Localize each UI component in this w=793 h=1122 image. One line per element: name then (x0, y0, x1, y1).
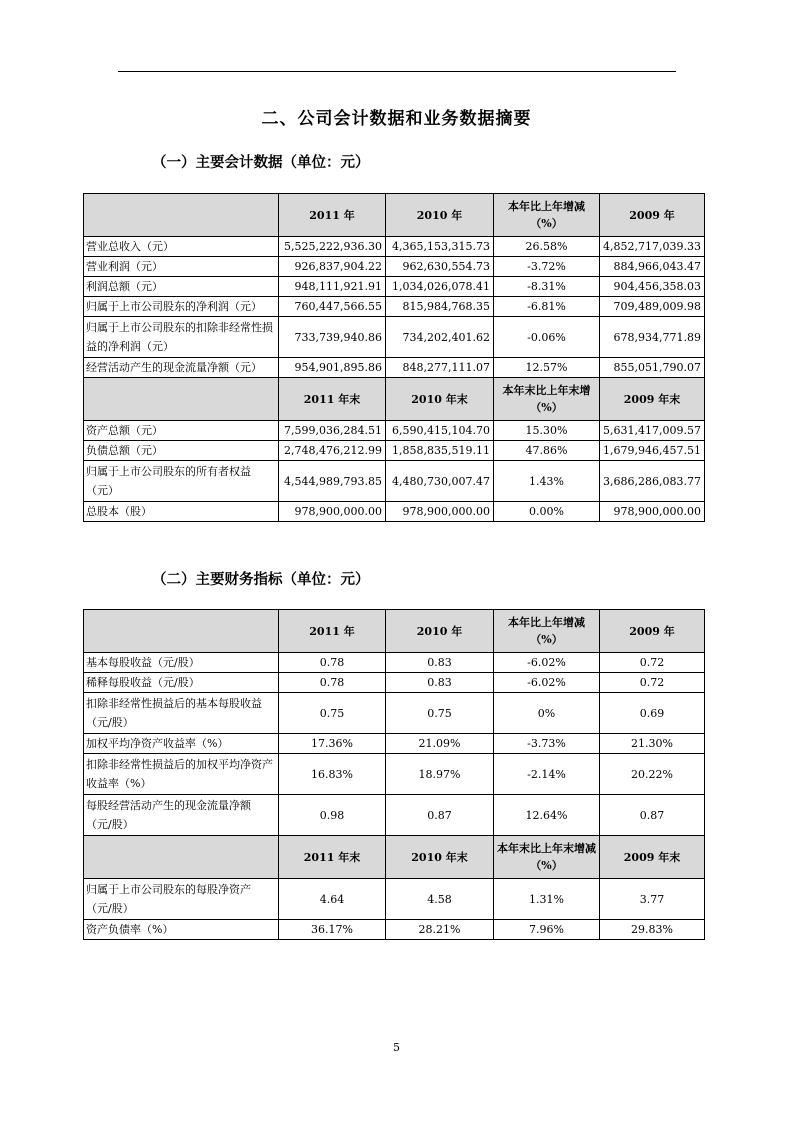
row-label: 稀释每股收益（元/股） (84, 673, 279, 693)
column-header: 本年比上年增减（%） (494, 194, 600, 237)
value-cell: 760,447,566.55 (279, 297, 386, 317)
value-cell: 0.72 (600, 673, 705, 693)
row-label: 归属于上市公司股东的每股净资产（元/股） (84, 879, 279, 920)
value-cell: 0.87 (600, 795, 705, 836)
value-cell: 0.83 (386, 673, 494, 693)
row-label: 总股本（股） (84, 502, 279, 522)
column-header: 本年末比上年末增（%） (494, 378, 600, 421)
table-row (84, 673, 705, 693)
column-header: 2010 年末 (386, 836, 494, 879)
row-label: 每股经营活动产生的现金流量净额（元/股） (84, 795, 279, 836)
row-label: 扣除非经常性损益后的基本每股收益（元/股） (84, 693, 279, 734)
value-cell: 16.83% (279, 754, 386, 795)
column-header: 2010 年 (386, 610, 494, 653)
table-row (84, 297, 705, 317)
change-cell: -0.06% (494, 317, 600, 358)
value-cell: 21.09% (386, 734, 494, 754)
value-cell: 815,984,768.35 (386, 297, 494, 317)
change-cell: 15.30% (494, 421, 600, 441)
value-cell: 5,631,417,009.57 (600, 421, 705, 441)
row-label: 经营活动产生的现金流量净额（元） (84, 358, 279, 378)
financial-indicators-table (83, 609, 705, 940)
value-cell: 848,277,111.07 (386, 358, 494, 378)
column-header: 2010 年末 (386, 378, 494, 421)
value-cell: 1,679,946,457.51 (600, 441, 705, 461)
value-cell: 20.22% (600, 754, 705, 795)
change-cell: 47.86% (494, 441, 600, 461)
table-row (84, 879, 705, 920)
column-header: 2009 年 (600, 194, 705, 237)
value-cell: 3.77 (600, 879, 705, 920)
table-row (84, 317, 705, 358)
value-cell: 4,544,989,793.85 (279, 461, 386, 502)
change-cell: -3.72% (494, 257, 600, 277)
value-cell: 978,900,000.00 (600, 502, 705, 522)
value-cell: 7,599,036,284.51 (279, 421, 386, 441)
table-row (84, 461, 705, 502)
table-header-row (84, 378, 705, 421)
table-header-row (84, 836, 705, 879)
table-row (84, 502, 705, 522)
header-blank-cell (84, 194, 279, 237)
value-cell: 17.36% (279, 734, 386, 754)
column-header: 本年比上年增减（%） (494, 610, 600, 653)
table-row (84, 795, 705, 836)
value-cell: 926,837,904.22 (279, 257, 386, 277)
accounting-data-subtitle: （一）主要会计数据（单位：元） (152, 155, 370, 171)
value-cell: 6,590,415,104.70 (386, 421, 494, 441)
value-cell: 0.75 (279, 693, 386, 734)
table-row (84, 441, 705, 461)
table-row (84, 358, 705, 378)
row-label: 扣除非经常性损益后的加权平均净资产收益率（%） (84, 754, 279, 795)
value-cell: 962,630,554.73 (386, 257, 494, 277)
value-cell: 0.87 (386, 795, 494, 836)
value-cell: 0.72 (600, 653, 705, 673)
value-cell: 5,525,222,936.30 (279, 237, 386, 257)
change-cell: 0.00% (494, 502, 600, 522)
value-cell: 0.98 (279, 795, 386, 836)
section-title: 二、公司会计数据和业务数据摘要 (261, 109, 532, 129)
table-row (84, 754, 705, 795)
value-cell: 18.97% (386, 754, 494, 795)
table-row (84, 421, 705, 441)
value-cell: 0.75 (386, 693, 494, 734)
table-row (84, 693, 705, 734)
value-cell: 954,901,895.86 (279, 358, 386, 378)
header-blank-cell (84, 836, 279, 879)
change-cell: 12.64% (494, 795, 600, 836)
change-cell: 1.31% (494, 879, 600, 920)
row-label: 归属于上市公司股东的扣除非经常性损益的净利润（元） (84, 317, 279, 358)
value-cell: 904,456,358.03 (600, 277, 705, 297)
value-cell: 2,748,476,212.99 (279, 441, 386, 461)
financial-indicators-subtitle: （二）主要财务指标（单位：元） (152, 572, 370, 588)
change-cell: 0% (494, 693, 600, 734)
value-cell: 0.69 (600, 693, 705, 734)
row-label: 归属于上市公司股东的净利润（元） (84, 297, 279, 317)
value-cell: 733,739,940.86 (279, 317, 386, 358)
value-cell: 1,034,026,078.41 (386, 277, 494, 297)
table-row (84, 277, 705, 297)
row-label: 加权平均净资产收益率（%） (84, 734, 279, 754)
table-row (84, 653, 705, 673)
row-label: 归属于上市公司股东的所有者权益（元） (84, 461, 279, 502)
change-cell: -2.14% (494, 754, 600, 795)
change-cell: 7.96% (494, 920, 600, 940)
table-row (84, 734, 705, 754)
change-cell: -6.02% (494, 673, 600, 693)
column-header: 2009 年 (600, 610, 705, 653)
change-cell: 26.58% (494, 237, 600, 257)
change-cell: -6.81% (494, 297, 600, 317)
change-cell: 1.43% (494, 461, 600, 502)
value-cell: 978,900,000.00 (386, 502, 494, 522)
column-header: 本年末比上年末增减（%） (494, 836, 600, 879)
column-header: 2009 年末 (600, 836, 705, 879)
value-cell: 1,858,835,519.11 (386, 441, 494, 461)
row-label: 营业利润（元） (84, 257, 279, 277)
value-cell: 4,852,717,039.33 (600, 237, 705, 257)
column-header: 2011 年 (279, 194, 386, 237)
table-header-row (84, 194, 705, 237)
column-header: 2011 年末 (279, 378, 386, 421)
change-cell: -6.02% (494, 653, 600, 673)
value-cell: 884,966,043.47 (600, 257, 705, 277)
row-label: 利润总额（元） (84, 277, 279, 297)
row-label: 资产负债率（%） (84, 920, 279, 940)
value-cell: 855,051,790.07 (600, 358, 705, 378)
value-cell: 0.78 (279, 673, 386, 693)
value-cell: 0.83 (386, 653, 494, 673)
change-cell: -3.73% (494, 734, 600, 754)
row-label: 营业总收入（元） (84, 237, 279, 257)
value-cell: 4,365,153,315.73 (386, 237, 494, 257)
row-label: 资产总额（元） (84, 421, 279, 441)
row-label: 负债总额（元） (84, 441, 279, 461)
header-blank-cell (84, 610, 279, 653)
column-header: 2011 年 (279, 610, 386, 653)
value-cell: 0.78 (279, 653, 386, 673)
header-rule (118, 71, 676, 72)
value-cell: 978,900,000.00 (279, 502, 386, 522)
row-label: 基本每股收益（元/股） (84, 653, 279, 673)
page-number: 5 (393, 1041, 400, 1054)
table-row (84, 257, 705, 277)
value-cell: 3,686,286,083.77 (600, 461, 705, 502)
table-header-row (84, 610, 705, 653)
value-cell: 36.17% (279, 920, 386, 940)
accounting-data-table (83, 193, 705, 522)
change-cell: -8.31% (494, 277, 600, 297)
table-row (84, 920, 705, 940)
table-row (84, 237, 705, 257)
column-header: 2009 年末 (600, 378, 705, 421)
value-cell: 21.30% (600, 734, 705, 754)
value-cell: 29.83% (600, 920, 705, 940)
value-cell: 678,934,771.89 (600, 317, 705, 358)
header-blank-cell (84, 378, 279, 421)
value-cell: 948,111,921.91 (279, 277, 386, 297)
change-cell: 12.57% (494, 358, 600, 378)
value-cell: 734,202,401.62 (386, 317, 494, 358)
value-cell: 4.64 (279, 879, 386, 920)
column-header: 2010 年 (386, 194, 494, 237)
column-header: 2011 年末 (279, 836, 386, 879)
value-cell: 4,480,730,007.47 (386, 461, 494, 502)
value-cell: 4.58 (386, 879, 494, 920)
value-cell: 28.21% (386, 920, 494, 940)
value-cell: 709,489,009.98 (600, 297, 705, 317)
